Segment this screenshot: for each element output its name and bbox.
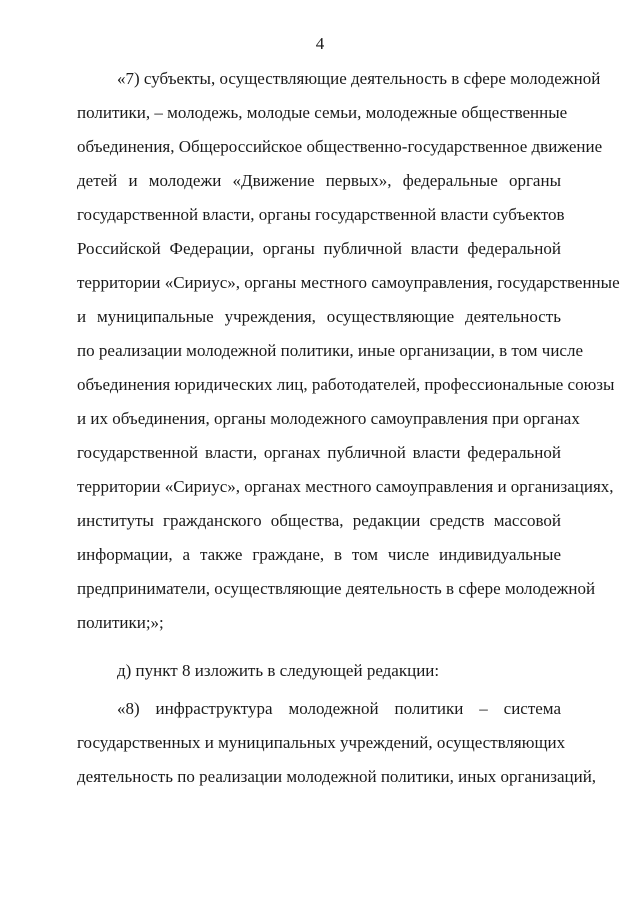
text-line: государственной власти, органах публичной власти федеральной [77,443,561,462]
text-line: информации, а также граждане, в том числе индивидуальные [77,545,561,564]
text-line: деятельность по реализации молодежной политики, иных организаций, [77,767,597,786]
text-line: территории «Сириус», органах местного самоуправления и организациях, [77,477,614,496]
text-line: «7) субъекты, осуществляющие деятельность в сфере молодежной [117,69,601,88]
text-line: государственных и муниципальных учреждений, осуществляющих [77,733,566,752]
text-line: по реализации молодежной политики, иные организации, в том числе [77,341,583,360]
text-line: объединения, Общероссийское общественно-государственное движение [77,137,603,156]
text-line: д) пункт 8 изложить в следующей редакции: [117,661,440,680]
text-line: предприниматели, осуществляющие деятельность в сфере молодежной [77,579,596,598]
paragraph-item-7 [77,68,620,646]
text-line: и муниципальные учреждения, осуществляющие деятельность [77,307,561,326]
paragraph-item-d [77,660,561,694]
text-line: институты гражданского общества, редакции средств массовой [77,511,561,530]
text-line: и их объединения, органы молодежного самоуправления при органах [77,409,580,428]
paragraph-item-8 [77,698,597,800]
text-line: политики;»; [77,613,164,632]
text-line: объединения юридических лиц, работодателей, профессиональные союзы [77,375,615,394]
text-line: «8) инфраструктура молодежной политики – система [117,699,561,718]
text-line: государственной власти, органы государственной власти субъектов [77,205,565,224]
text-line: детей и молодежи «Движение первых», федеральные органы [77,171,561,190]
page-number: 4 [315,34,325,53]
text-line: территории «Сириус», органы местного самоуправления, государственные [77,273,620,292]
text-line: политики, – молодежь, молодые семьи, молодежные общественные [77,103,568,122]
text-line: Российской Федерации, органы публичной власти федеральной [77,239,561,258]
